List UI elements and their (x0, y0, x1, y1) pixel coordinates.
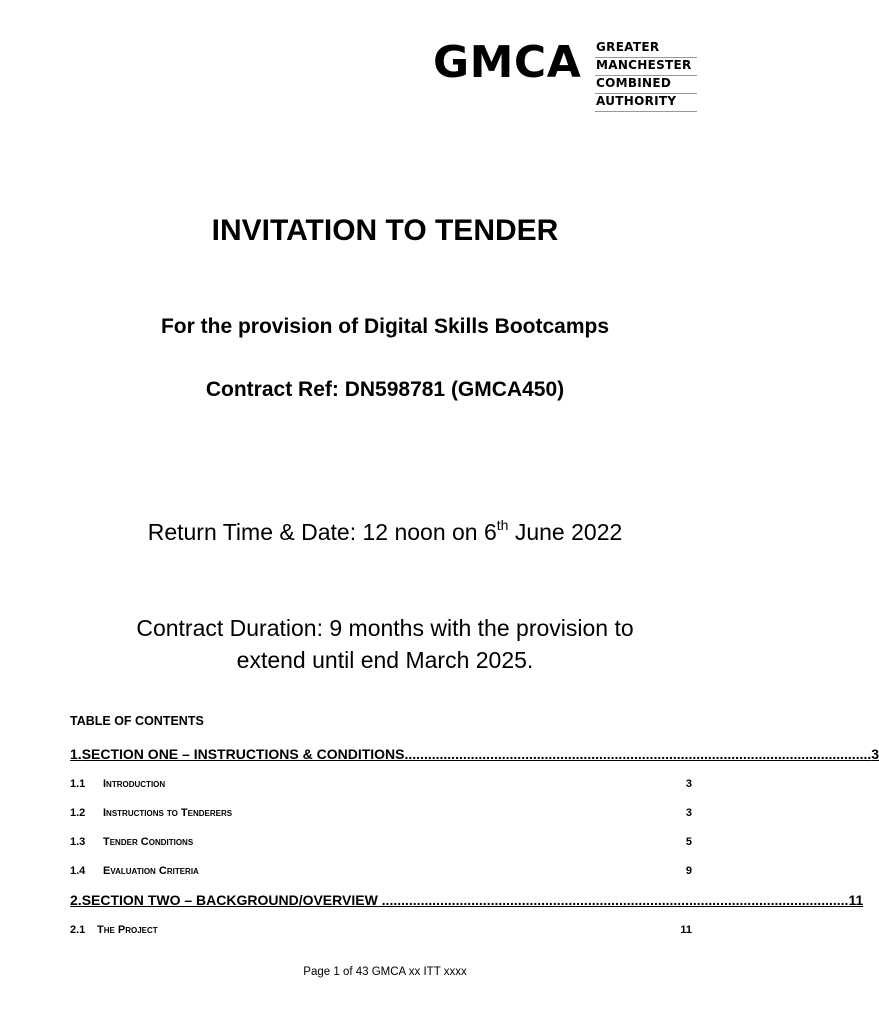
logo-word-manchester: MANCHESTER (595, 58, 697, 76)
toc-entry-page: 3 (685, 807, 692, 819)
return-date-prefix: Return Time & Date: 12 noon on 6 (147, 519, 497, 545)
toc-entry-label: The Project (97, 924, 158, 936)
document-title: INVITATION TO TENDER (211, 214, 559, 247)
toc-entry-number: 1. (70, 746, 82, 762)
return-date-suffix: June 2022 (508, 519, 623, 545)
logo-wordmark (595, 40, 697, 112)
toc-entry-1-3[interactable] (70, 832, 692, 848)
logo-mark: GMCA (433, 37, 582, 88)
toc-entry-label: SECTION TWO – BACKGROUND/OVERVIEW (81, 892, 378, 908)
gmca-logo (433, 38, 698, 120)
return-date-ordinal: th (496, 517, 509, 533)
toc-entry-section-2[interactable] (70, 888, 864, 908)
toc-entry-number: 2.1 (70, 924, 86, 936)
logo-word-combined: COMBINED (595, 76, 697, 94)
toc-entry-1-1[interactable] (70, 774, 692, 790)
toc-entry-label: Instructions to Tenderers (103, 807, 233, 819)
document-subtitle: For the provision of Digital Skills Bootcamps (160, 315, 610, 338)
toc-entry-page: 3 (685, 778, 692, 790)
contract-duration-line-1: Contract Duration: 9 months with the provision to (136, 615, 634, 641)
logo-word-greater: GREATER (595, 40, 697, 58)
toc-entry-number: 1.1 (70, 778, 86, 790)
toc-entry-page: 3 (871, 746, 879, 762)
toc-entry-page: 11 (680, 924, 692, 936)
toc-entry-page: 5 (685, 836, 692, 848)
toc-entry-page: 9 (685, 865, 692, 877)
return-date (0, 519, 770, 546)
toc-entry-number: 2. (70, 892, 82, 908)
toc-leader-dots: ........................................................................................................................ (404, 746, 872, 762)
contract-reference: Contract Ref: DN598781 (GMCA450) (205, 378, 565, 401)
toc-entry-2-1[interactable] (70, 920, 692, 936)
contract-duration (0, 612, 770, 676)
toc-entry-number: 1.3 (70, 836, 86, 848)
toc-entry-label: SECTION ONE – INSTRUCTIONS & CONDITIONS (81, 746, 405, 762)
toc-entry-label: Introduction (103, 778, 166, 790)
toc-entry-number: 1.4 (70, 865, 86, 877)
toc-entry-label: Tender Conditions (103, 836, 194, 848)
logo-word-authority: AUTHORITY (595, 94, 697, 112)
toc-entry-1-2[interactable] (70, 803, 692, 819)
toc-entry-number: 1.2 (70, 807, 86, 819)
toc-entry-label: Evaluation Criteria (103, 865, 199, 877)
toc-entry-page: 11 (848, 892, 864, 908)
contract-duration-line-2: extend until end March 2025. (236, 647, 534, 673)
toc-entry-section-1[interactable] (70, 742, 879, 762)
toc-entry-1-4[interactable] (70, 861, 692, 877)
toc-leader-dots: ........................................................................................................................ (377, 892, 849, 908)
page-footer: Page 1 of 43 GMCA xx ITT xxxx (303, 966, 467, 978)
toc-heading: TABLE OF CONTENTS (70, 714, 204, 728)
